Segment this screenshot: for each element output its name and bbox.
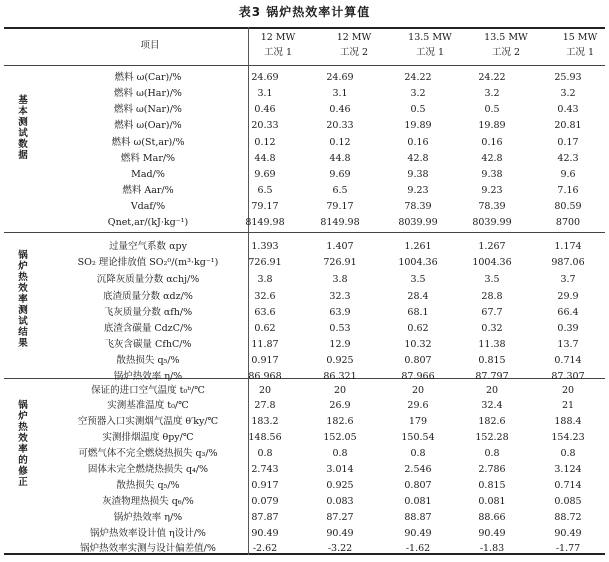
- row-value: 24.22: [478, 72, 506, 83]
- row-label: 燃料 Mar/%: [120, 153, 176, 164]
- row-value: 20: [561, 385, 575, 396]
- row-value: 0.081: [404, 496, 432, 507]
- group-label-efficiency-results: 锅炉热效率测试结果: [18, 250, 28, 349]
- row-value: 152.28: [475, 432, 509, 443]
- row-label: 飞灰质量分数 αfh/%: [103, 307, 193, 318]
- row-value: 0.917: [251, 355, 279, 366]
- row-label: 沉降灰质量分数 αchj/%: [96, 274, 200, 285]
- row-value: 68.1: [407, 307, 429, 318]
- row-value: 42.3: [557, 153, 579, 164]
- row-value: 0.16: [407, 137, 429, 148]
- row-value: 26.9: [329, 400, 351, 411]
- row-value: 78.39: [478, 201, 506, 212]
- top-rule: [4, 27, 605, 29]
- row-label: 燃料 ω(Har)/%: [114, 88, 182, 99]
- row-value: 0.46: [254, 104, 276, 115]
- row-value: 726.91: [248, 257, 282, 268]
- row-value: -1.62: [405, 543, 431, 554]
- row-value: 0.085: [554, 496, 582, 507]
- row-value: 0.8: [332, 448, 348, 459]
- row-value: 32.3: [329, 291, 351, 302]
- row-value: 3.5: [484, 274, 500, 285]
- row-value: 7.16: [557, 185, 579, 196]
- row-value: 88.66: [478, 512, 506, 523]
- row-label: 实测基准温度 t₀/℃: [107, 400, 189, 411]
- row-value: 21: [561, 400, 575, 411]
- row-value: 1004.36: [398, 257, 438, 268]
- row-value: 0.17: [557, 137, 579, 148]
- item-header: 项目: [140, 40, 160, 51]
- row-label: 飞灰含碳量 CfhC/%: [104, 339, 192, 350]
- row-value: 0.53: [329, 323, 351, 334]
- row-value: 3.8: [332, 274, 348, 285]
- row-value: 1.393: [251, 241, 279, 252]
- row-value: 0.5: [484, 104, 500, 115]
- row-value: 90.49: [326, 528, 354, 539]
- row-value: 87.797: [475, 371, 509, 382]
- row-label: 燃料 ω(St,ar)/%: [111, 137, 185, 148]
- row-value: 1004.36: [472, 257, 512, 268]
- column-header-load: 13.5 MW: [484, 32, 528, 43]
- row-value: 90.49: [478, 528, 506, 539]
- column-header-load: 15 MW: [562, 32, 598, 43]
- column-header-load: 13.5 MW: [408, 32, 452, 43]
- row-value: 152.05: [323, 432, 357, 443]
- row-label: 保证的进口空气温度 t₀ᵇ/℃: [91, 385, 205, 396]
- row-value: 0.815: [478, 355, 506, 366]
- row-value: 87.87: [251, 512, 279, 523]
- row-value: 24.22: [404, 72, 432, 83]
- row-value: 3.1: [332, 88, 348, 99]
- row-value: 0.32: [481, 323, 503, 334]
- row-value: 0.917: [251, 480, 279, 491]
- row-value: 0.39: [557, 323, 579, 334]
- row-value: 29.9: [557, 291, 579, 302]
- row-value: 3.2: [410, 88, 426, 99]
- row-value: 44.8: [254, 153, 276, 164]
- group-rule-1: [4, 232, 605, 233]
- row-value: 79.17: [326, 201, 354, 212]
- row-value: 32.4: [481, 400, 503, 411]
- row-value: 726.91: [323, 257, 357, 268]
- row-label: 可燃气体不完全燃烧热损失 q₃/%: [78, 448, 218, 459]
- row-value: 29.6: [407, 400, 429, 411]
- row-label: Vdaf/%: [130, 201, 166, 212]
- row-value: 0.8: [257, 448, 273, 459]
- row-value: 3.7: [560, 274, 576, 285]
- row-value: 0.714: [554, 480, 582, 491]
- row-label: 燃料 ω(Car)/%: [114, 72, 182, 83]
- row-value: 3.8: [257, 274, 273, 285]
- row-value: 1.407: [326, 241, 354, 252]
- row-value: 1.174: [554, 241, 582, 252]
- row-value: 86.321: [323, 371, 357, 382]
- row-value: 8700: [555, 217, 581, 228]
- row-value: -3.22: [327, 543, 353, 554]
- row-label: SO₂ 理论排放值 SO₂⁰/(m³·kg⁻¹): [77, 257, 219, 268]
- row-label: 底渣含碳量 CdzC/%: [103, 323, 193, 334]
- row-value: 44.8: [329, 153, 351, 164]
- column-header-load: 12 MW: [260, 32, 296, 43]
- row-value: 3.2: [560, 88, 576, 99]
- row-value: 8149.98: [320, 217, 360, 228]
- row-value: 0.815: [478, 480, 506, 491]
- row-value: 67.7: [481, 307, 503, 318]
- row-value: 0.083: [326, 496, 354, 507]
- row-label: 锅炉热效率设计值 η设计/%: [90, 528, 206, 539]
- row-value: 0.8: [560, 448, 576, 459]
- row-value: 88.87: [404, 512, 432, 523]
- row-value: 90.49: [404, 528, 432, 539]
- row-value: 20.33: [251, 120, 279, 131]
- row-value: 9.6: [560, 169, 576, 180]
- row-value: 25.93: [554, 72, 582, 83]
- row-label: 燃料 ω(Oar)/%: [114, 120, 182, 131]
- row-value: 9.69: [254, 169, 276, 180]
- group-label-efficiency-correction: 锅炉热效率的修正: [18, 400, 28, 488]
- column-header-case: 工况 1: [415, 47, 445, 58]
- row-value: 2.786: [478, 464, 506, 475]
- row-value: 19.89: [404, 120, 432, 131]
- row-value: -2.62: [252, 543, 278, 554]
- row-value: 2.743: [251, 464, 279, 475]
- column-header-case: 工况 2: [339, 47, 369, 58]
- row-value: 0.62: [407, 323, 429, 334]
- row-value: 3.5: [410, 274, 426, 285]
- row-label: 底渣质量分数 αdz/%: [103, 291, 193, 302]
- row-value: 9.23: [481, 185, 503, 196]
- table-title: 表3 锅炉热效率计算值: [238, 5, 371, 19]
- row-value: 12.9: [329, 339, 351, 350]
- row-label: 散热损失 q₅/%: [116, 480, 180, 491]
- row-value: 87.27: [326, 512, 354, 523]
- row-label: 锅炉热效率实测与设计偏差值/%: [80, 543, 216, 554]
- row-value: 78.39: [404, 201, 432, 212]
- row-value: 0.925: [326, 355, 354, 366]
- column-header-case: 工况 1: [263, 47, 293, 58]
- row-label: 锅炉热效率 η/%: [113, 371, 183, 382]
- row-value: 24.69: [326, 72, 354, 83]
- row-value: 32.6: [254, 291, 276, 302]
- row-value: 6.5: [257, 185, 273, 196]
- row-value: 183.2: [251, 416, 279, 427]
- row-label: 散热损失 q₅/%: [116, 355, 180, 366]
- row-value: 63.6: [254, 307, 276, 318]
- row-value: 11.87: [251, 339, 279, 350]
- row-value: 20: [411, 385, 425, 396]
- row-value: 20.33: [326, 120, 354, 131]
- row-value: 42.8: [407, 153, 429, 164]
- row-label: Qnet,ar/(kJ·kg⁻¹): [107, 217, 189, 228]
- column-header-case: 工况 2: [491, 47, 521, 58]
- row-value: 79.17: [251, 201, 279, 212]
- row-value: 188.4: [554, 416, 582, 427]
- row-value: 150.54: [401, 432, 435, 443]
- row-value: 0.43: [557, 104, 579, 115]
- row-value: 42.8: [481, 153, 503, 164]
- row-value: 0.925: [326, 480, 354, 491]
- row-value: 80.59: [554, 201, 582, 212]
- row-value: 3.124: [554, 464, 582, 475]
- row-value: 154.23: [551, 432, 585, 443]
- row-value: 0.5: [410, 104, 426, 115]
- row-value: 0.714: [554, 355, 582, 366]
- row-label: 固体未完全燃烧热损失 q₄/%: [87, 464, 209, 475]
- column-header-case: 工况 1: [565, 47, 595, 58]
- row-value: 90.49: [251, 528, 279, 539]
- row-value: 987.06: [551, 257, 585, 268]
- row-value: 1.261: [404, 241, 432, 252]
- row-value: 0.12: [254, 137, 276, 148]
- row-value: 20: [485, 385, 499, 396]
- row-value: 0.16: [481, 137, 503, 148]
- row-value: 0.46: [329, 104, 351, 115]
- row-value: 0.081: [478, 496, 506, 507]
- row-label: 灰渣物理热损失 q₆/%: [102, 496, 194, 507]
- row-value: 9.69: [329, 169, 351, 180]
- row-value: 19.89: [478, 120, 506, 131]
- row-value: 8149.98: [245, 217, 285, 228]
- row-label: 燃料 Aar/%: [122, 185, 174, 196]
- row-value: 13.7: [557, 339, 579, 350]
- row-value: 11.38: [478, 339, 506, 350]
- row-value: 66.4: [557, 307, 579, 318]
- row-value: 9.38: [481, 169, 503, 180]
- row-value: 27.8: [254, 400, 276, 411]
- row-value: -1.83: [479, 543, 505, 554]
- row-value: 148.56: [248, 432, 282, 443]
- row-label: 实测排烟温度 θpy/℃: [102, 432, 194, 443]
- row-value: 2.546: [404, 464, 432, 475]
- row-value: 3.014: [326, 464, 354, 475]
- row-value: 179: [408, 416, 428, 427]
- row-value: 3.1: [257, 88, 273, 99]
- row-value: 10.32: [404, 339, 432, 350]
- row-value: 63.9: [329, 307, 351, 318]
- row-value: 3.2: [484, 88, 500, 99]
- row-label: 空预器入口实测烟气温度 θ′ky/℃: [77, 416, 219, 427]
- row-label: 燃料 ω(Nar)/%: [114, 104, 182, 115]
- row-value: 182.6: [478, 416, 506, 427]
- row-value: 28.8: [481, 291, 503, 302]
- row-value: -1.77: [555, 543, 581, 554]
- row-value: 24.69: [251, 72, 279, 83]
- row-value: 0.807: [404, 480, 432, 491]
- row-value: 87.307: [551, 371, 585, 382]
- row-value: 90.49: [554, 528, 582, 539]
- row-value: 87.966: [401, 371, 435, 382]
- row-value: 0.8: [410, 448, 426, 459]
- row-label: 锅炉热效率 η/%: [113, 512, 183, 523]
- row-label: Mad/%: [131, 169, 165, 180]
- header-rule: [4, 65, 605, 66]
- row-value: 0.12: [329, 137, 351, 148]
- row-value: 1.267: [478, 241, 506, 252]
- row-value: 9.38: [407, 169, 429, 180]
- row-value: 20: [258, 385, 272, 396]
- row-value: 20: [333, 385, 347, 396]
- row-value: 182.6: [326, 416, 354, 427]
- row-value: 20.81: [554, 120, 582, 131]
- row-value: 9.23: [407, 185, 429, 196]
- row-value: 8039.99: [398, 217, 438, 228]
- row-value: 86.968: [248, 371, 282, 382]
- row-value: 0.62: [254, 323, 276, 334]
- row-value: 0.8: [484, 448, 500, 459]
- group-label-basic-data: 基本测试数据: [18, 95, 28, 161]
- row-value: 6.5: [332, 185, 348, 196]
- row-value: 28.4: [407, 291, 429, 302]
- row-value: 0.079: [251, 496, 279, 507]
- row-value: 8039.99: [472, 217, 512, 228]
- row-label: 过量空气系数 αpy: [109, 241, 187, 252]
- column-header-load: 12 MW: [336, 32, 372, 43]
- row-value: 0.807: [404, 355, 432, 366]
- row-value: 88.72: [554, 512, 582, 523]
